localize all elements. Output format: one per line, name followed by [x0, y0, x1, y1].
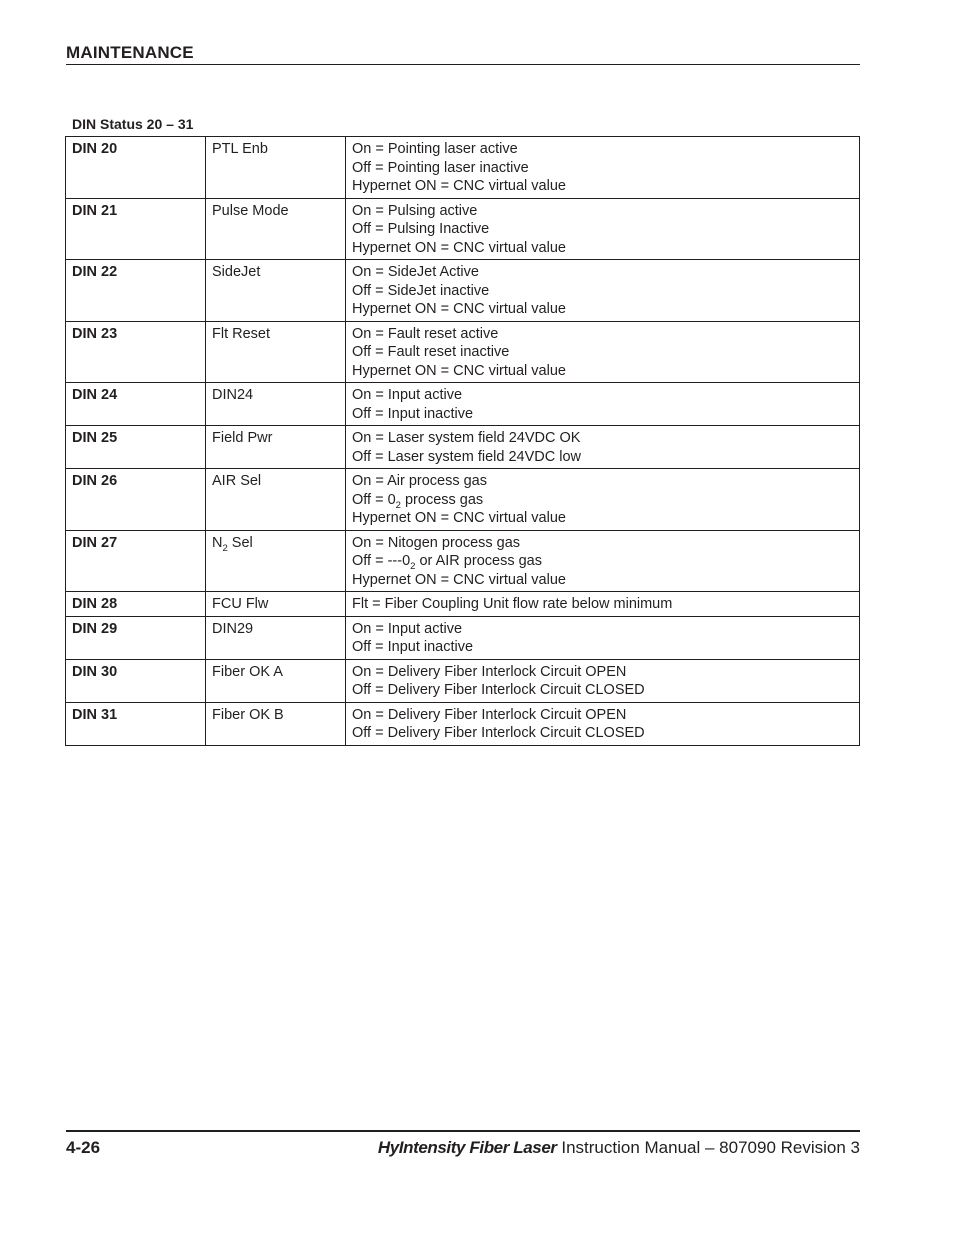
table-row — [66, 383, 860, 426]
description-cell — [346, 383, 860, 426]
table-row — [66, 426, 860, 469]
din-id-cell: DIN 31 — [66, 702, 206, 745]
description-line: Off = SideJet inactive — [352, 282, 490, 299]
signal-name-cell: Fiber OK B — [206, 702, 346, 745]
description-line: On = Laser system field 24VDC OK — [352, 430, 581, 446]
description-cell — [346, 260, 860, 322]
description-line: Hypernet ON = CNC virtual value — [352, 571, 566, 588]
table-row — [66, 469, 860, 531]
description-cell — [346, 426, 860, 469]
section-title: MAINTENANCE — [66, 43, 194, 62]
description-line: Off = Pulsing Inactive — [352, 221, 490, 237]
din-status-table — [65, 136, 860, 746]
description-cell — [346, 616, 860, 659]
description-line: On = Nitogen process gas — [352, 534, 521, 551]
description-line: Off = $0_2$ process gas — [352, 491, 484, 511]
signal-name-cell: AIR Sel — [206, 469, 346, 531]
table-row — [66, 702, 860, 745]
description-line: Off = Fault reset inactive — [352, 344, 510, 360]
table-row — [66, 198, 860, 260]
description-cell — [346, 592, 860, 617]
description-cell — [346, 198, 860, 260]
table-row — [66, 592, 860, 617]
din-id-cell: DIN 28 — [66, 592, 206, 617]
signal-name-cell: Pulse Mode — [206, 198, 346, 260]
din-id-cell: DIN 29 — [66, 616, 206, 659]
document-info: Instruction Manual – 807090 Revision 3 — [556, 1138, 860, 1157]
signal-name-cell: FCU Flw — [206, 592, 346, 617]
din-id-cell: DIN 23 — [66, 321, 206, 383]
description-line: On = Fault reset active — [352, 325, 499, 342]
table-caption: DIN Status 20 – 31 — [72, 116, 194, 132]
description-line: Off = Delivery Fiber Interlock Circuit CLOSED — [352, 725, 645, 741]
description-cell — [346, 659, 860, 702]
table-row — [66, 530, 860, 592]
description-line: Hypernet ON = CNC virtual value — [352, 301, 566, 317]
table-row — [66, 659, 860, 702]
din-id-cell: DIN 24 — [66, 383, 206, 426]
description-line: On = Pulsing active — [352, 202, 478, 219]
description-line: Hypernet ON = CNC virtual value — [352, 178, 566, 194]
description-line: Hypernet ON = CNC virtual value — [352, 362, 566, 379]
description-line: Off = Laser system field 24VDC low — [352, 448, 582, 465]
signal-name-cell: Fiber OK A — [206, 659, 346, 702]
description-cell — [346, 321, 860, 383]
table-row — [66, 260, 860, 322]
description-cell — [346, 469, 860, 531]
din-id-cell: DIN 20 — [66, 137, 206, 199]
description-line: On = Delivery Fiber Interlock Circuit OPEN — [352, 706, 627, 723]
description-line: On = Delivery Fiber Interlock Circuit OPEN — [352, 663, 627, 680]
description-cell — [346, 530, 860, 592]
din-id-cell: DIN 22 — [66, 260, 206, 322]
description-cell — [346, 702, 860, 745]
table-row — [66, 137, 860, 199]
signal-name-cell: Flt Reset — [206, 321, 346, 383]
signal-name-cell: $N_2$ Sel — [206, 530, 346, 592]
table-row — [66, 321, 860, 383]
signal-name-cell: DIN24 — [206, 383, 346, 426]
signal-name-cell: SideJet — [206, 260, 346, 322]
footer-divider — [66, 1130, 860, 1132]
description-line: On = SideJet Active — [352, 264, 479, 280]
din-id-cell: DIN 21 — [66, 198, 206, 260]
product-name: HyIntensity Fiber Laser — [377, 1138, 557, 1157]
description-line: Hypernet ON = CNC virtual value — [352, 239, 566, 256]
description-line: On = Input active — [352, 387, 463, 403]
description-line: On = Input active — [352, 620, 463, 637]
description-line: Off = Input inactive — [352, 405, 474, 422]
din-id-cell: DIN 30 — [66, 659, 206, 702]
table-row — [66, 616, 860, 659]
signal-name-cell: PTL Enb — [206, 137, 346, 199]
signal-name-cell: DIN29 — [206, 616, 346, 659]
description-line: Off = Input inactive — [352, 639, 474, 655]
description-line: Hypernet ON = CNC virtual value — [352, 510, 566, 526]
description-line: Flt = Fiber Coupling Unit flow rate below minimum — [352, 596, 673, 612]
description-line: On = Pointing laser active — [352, 141, 518, 157]
page-number: 4-26 — [66, 1138, 101, 1157]
din-table-body — [66, 137, 860, 746]
din-id-cell: DIN 25 — [66, 426, 206, 469]
description-line: Off = $---0_2$ or AIR process gas — [352, 553, 542, 572]
header-divider — [66, 64, 860, 65]
footer-document-title — [378, 1138, 860, 1158]
description-line: Off = Pointing laser inactive — [352, 159, 529, 176]
description-line: On = Air process gas — [352, 473, 487, 489]
description-line: Off = Delivery Fiber Interlock Circuit CLOSED — [352, 682, 645, 698]
signal-name-cell: Field Pwr — [206, 426, 346, 469]
din-id-cell: DIN 26 — [66, 469, 206, 531]
din-id-cell: DIN 27 — [66, 530, 206, 592]
description-cell — [346, 137, 860, 199]
